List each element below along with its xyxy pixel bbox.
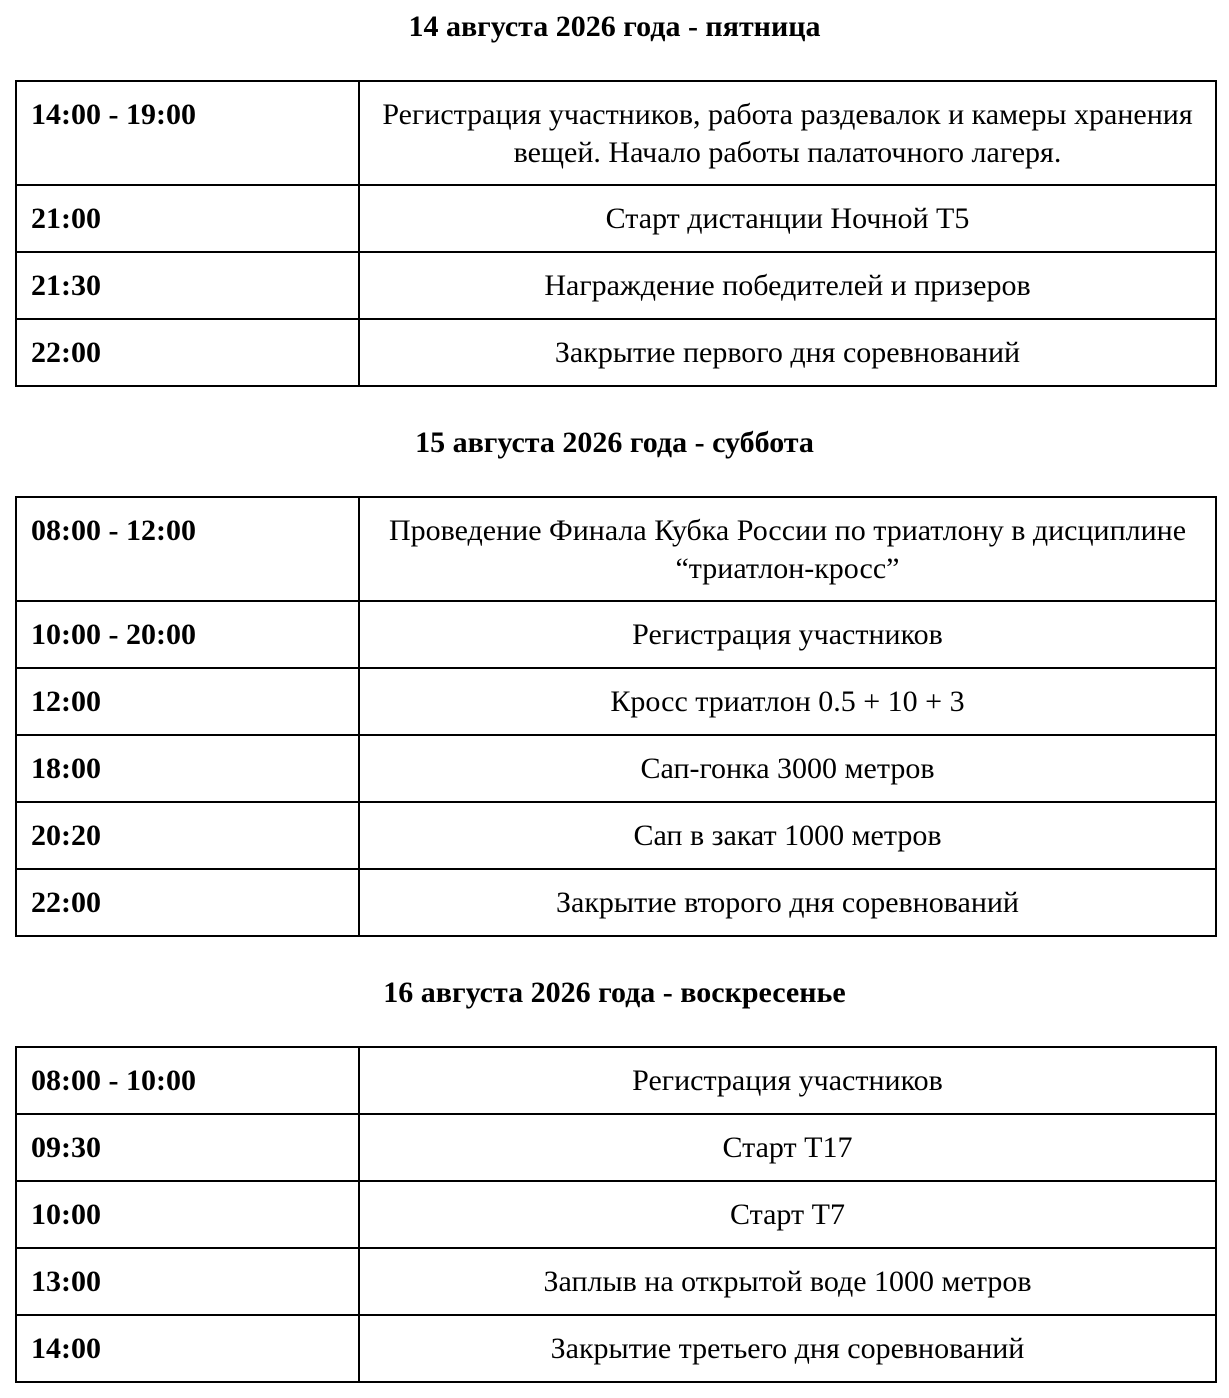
schedule-table-friday xyxy=(15,80,1217,387)
event-cell: Заплыв на открытой воде 1000 метров xyxy=(359,1248,1216,1315)
event-cell: Регистрация участников, работа раздевалок и камеры хранения вещей. Начало работы палаточного лагеря. xyxy=(359,81,1216,185)
event-cell: Старт Т17 xyxy=(359,1114,1216,1181)
table-row xyxy=(16,601,1216,668)
table-row xyxy=(16,81,1216,185)
table-row xyxy=(16,1114,1216,1181)
time-cell: 20:20 xyxy=(16,802,359,869)
table-row xyxy=(16,252,1216,319)
table-row xyxy=(16,1315,1216,1382)
event-cell: Проведение Финала Кубка России по триатлону в дисциплине “триатлон-кросс” xyxy=(359,497,1216,601)
table-row xyxy=(16,497,1216,601)
schedule-table-saturday xyxy=(15,496,1217,937)
time-cell: 21:30 xyxy=(16,252,359,319)
table-row xyxy=(16,802,1216,869)
table-row xyxy=(16,735,1216,802)
table-row xyxy=(16,1047,1216,1114)
time-cell: 08:00 - 10:00 xyxy=(16,1047,359,1114)
event-cell: Кросс триатлон 0.5 + 10 + 3 xyxy=(359,668,1216,735)
table-row xyxy=(16,319,1216,386)
event-cell: Закрытие первого дня соревнований xyxy=(359,319,1216,386)
time-cell: 13:00 xyxy=(16,1248,359,1315)
time-cell: 22:00 xyxy=(16,319,359,386)
time-cell: 22:00 xyxy=(16,869,359,936)
time-cell: 08:00 - 12:00 xyxy=(16,497,359,601)
day-title-sunday: 16 августа 2026 года - воскресенье xyxy=(383,976,846,1009)
table-row xyxy=(16,185,1216,252)
event-cell: Старт Т7 xyxy=(359,1181,1216,1248)
event-cell: Сап-гонка 3000 метров xyxy=(359,735,1216,802)
table-row xyxy=(16,1248,1216,1315)
event-cell: Старт дистанции Ночной Т5 xyxy=(359,185,1216,252)
event-cell: Награждение победителей и призеров xyxy=(359,252,1216,319)
time-cell: 14:00 xyxy=(16,1315,359,1382)
table-row xyxy=(16,668,1216,735)
event-cell: Регистрация участников xyxy=(359,1047,1216,1114)
day-title-friday: 14 августа 2026 года - пятница xyxy=(408,10,821,43)
event-cell: Сап в закат 1000 метров xyxy=(359,802,1216,869)
day-title-saturday: 15 августа 2026 года - суббота xyxy=(415,426,814,459)
table-row xyxy=(16,1181,1216,1248)
schedule-table-sunday xyxy=(15,1046,1217,1383)
time-cell: 09:30 xyxy=(16,1114,359,1181)
time-cell: 21:00 xyxy=(16,185,359,252)
time-cell: 14:00 - 19:00 xyxy=(16,81,359,185)
time-cell: 12:00 xyxy=(16,668,359,735)
event-cell: Закрытие второго дня соревнований xyxy=(359,869,1216,936)
time-cell: 10:00 xyxy=(16,1181,359,1248)
event-cell: Закрытие третьего дня соревнований xyxy=(359,1315,1216,1382)
event-cell: Регистрация участников xyxy=(359,601,1216,668)
time-cell: 18:00 xyxy=(16,735,359,802)
time-cell: 10:00 - 20:00 xyxy=(16,601,359,668)
table-row xyxy=(16,869,1216,936)
